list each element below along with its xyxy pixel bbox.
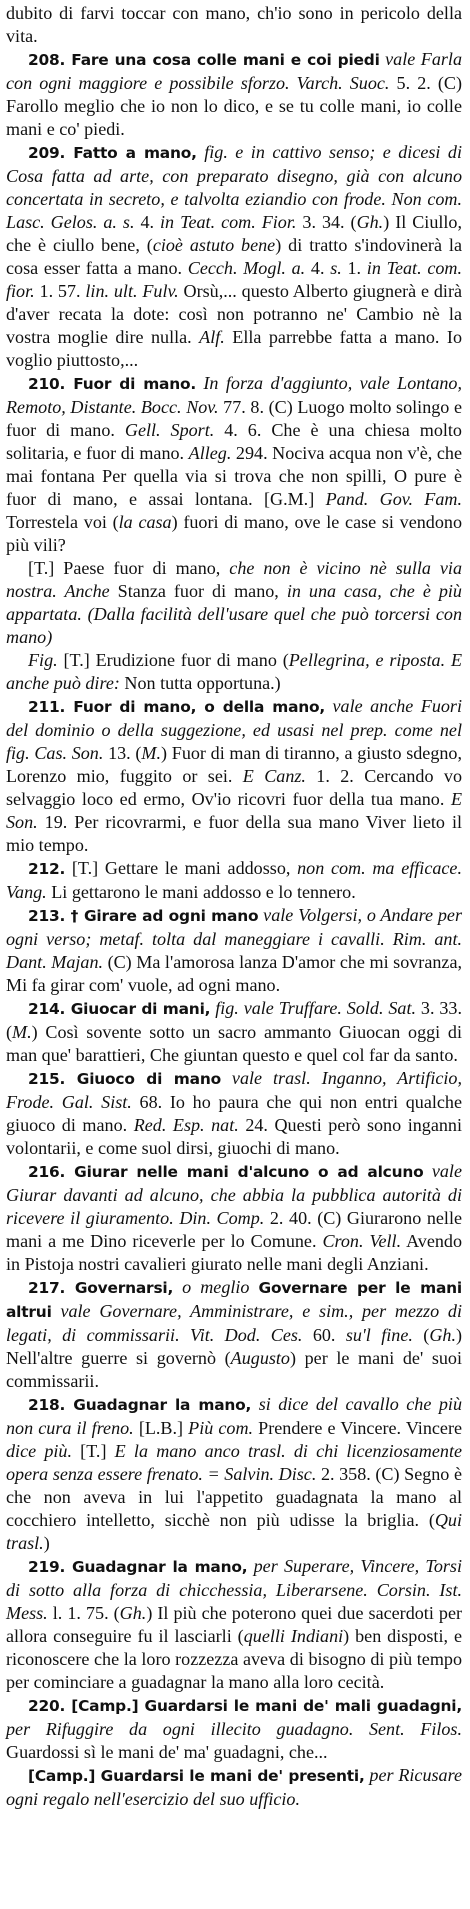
italic-text: Gell. Sport. [124,420,215,440]
body-text: (C) Ma l'amorosa lanza D'amor che mi sovranza, Mi fa girar com' vuole, ad ogni mano. [6,952,462,995]
body-text: 2. 358. (C) Segno è che non aveva in lui l'appetito guadagnata la mano al cocchiero intelletto, sicchè non più udisse la briglia. ( [6,1464,462,1530]
body-text: Orsù,... questo Alberto giugnerà e dirà d'aver recata la dote: così non potranno ne' Cambio nè la vostra moglie dire nulla. [6,281,463,347]
entry-paragraph [6,1393,462,1555]
body-text: [T.] Gettare le mani addosso, [65,858,298,878]
italic-text: Gh. [119,1603,147,1623]
entry-paragraph [6,1276,462,1393]
entry-headword: 215. Giuoco di mano [28,1070,221,1088]
body-text: 77. 8. (C) Luogo molto solingo e fuor di mano. [6,397,462,440]
italic-text: vale trasl. Inganno, Artificio, Frode. Gal. Sist. [6,1068,462,1112]
entry-paragraph [6,141,462,372]
body-text: [T.] Erudizione fuor di mano ( [57,650,289,670]
entry-paragraph [6,904,462,997]
entry-headword: 218. Guadagnar la mano, [28,1396,252,1414]
body-text: Stanza fuor di mano, [109,581,287,601]
italic-text: In forza d'aggiunto, vale Lontano, Remoto, Distante. Bocc. Nov. [6,373,462,417]
body-text: 24. Questi però sono inganni volontarii, e come suol dirsi, giuochi di mano. [6,1115,462,1158]
italic-text: Gh. [429,1325,456,1345]
body-text: 13. ( [103,743,142,763]
body-text: Torrestela voi ( [6,512,119,532]
entry-headword: [Camp.] Guardarsi le mani de' presenti, [28,1767,365,1785]
italic-text: su'l fine. [345,1325,413,1345]
italic-text: fig. vale Truffare. Sold. Sat. [210,998,417,1018]
body-text: 4. [305,258,331,278]
italic-text: per Superare, Vincere, Torsi di sotto alla forza di chicchessia, Liberarsene. Corsin. Ist. Mess. [6,1556,462,1623]
entry-headword: 209. Fatto a mano, [28,144,197,162]
body-text: ) [43,1533,50,1553]
italic-text: Augusto [230,1348,290,1368]
italic-text: si dice del cavallo che più non cura il freno. [6,1394,462,1438]
entry-paragraph [6,2,462,48]
body-text: Guardossi sì le mani de' ma' guadagni, che... [6,1742,328,1762]
italic-text: vale Giurar davanti ad alcuno, che abbia la pubblica autorità di ricevere il giuramento. Din. Comp. [6,1161,462,1228]
body-text: 60. [302,1325,346,1345]
italic-text: s. [330,258,342,278]
entry-headword: 217. Governarsi, [28,1279,174,1297]
body-text: l. 1. 75. ( [47,1603,120,1623]
body-text: ) fuori di mano, ove le case si vendono più vili? [6,512,462,555]
italic-text: Cron. Vell. [322,1231,402,1251]
body-text: 294. Nociva acqua non v'è, che mai fontana Per quella via si trova che non spilli, O pure è fuor di mano, e assai lontana. [G.M.] [6,443,462,509]
italic-text: dice più. [6,1441,72,1461]
entry-headword: 219. Guadagnar la mano, [28,1558,248,1576]
body-text: Avendo in Pistoja nostri cavalieri giurato nelle mani degli Anziani. [6,1231,463,1274]
entry-headword: 212. [28,860,66,878]
body-text: ) Fuor di man di tiranno, a giusto sdegno, Lorenzo mio, fuggito or sei. [6,743,462,786]
entry-headword: 216. Giurar nelle mani d'alcuno o ad alcuno [28,1163,424,1181]
body-text: ) Il Ciullo, che è ciullo bene, ( [6,212,462,255]
body-text: 3. 33. ( [6,998,463,1042]
italic-text: la casa [118,512,172,532]
italic-text: Fig. [28,650,58,670]
body-text: ) ben disposti, e riconoscere che la loro rozzezza aveva di bisogno di più tempo per cominciare a guadagnar la mano alla loro cecità. [6,1626,462,1692]
entry-headword: 210. Fuor di mano. [28,375,197,393]
entry-paragraph [6,48,462,141]
body-text: 5. 2. (C) Farollo meglio che io non lo dico, e se tu colle mani, io colle mani e co' piedi. [6,73,462,139]
body-text: 1. 2. Cercando vo selvaggio loco ed ermo, Ov'io ricovri fuor della tua mano. [6,766,462,809]
italic-text: vale anche Fuori del dominio o della suggezione, ed usasi nel prep. come nel fig. Cas. Son. [6,696,462,763]
body-text: ( [412,1325,430,1345]
italic-text: Cecch. Mogl. a. [187,258,306,278]
italic-text: in Teat. com. fior. [6,258,462,301]
body-text: 3. 34. ( [296,212,357,232]
body-text: [L.B.] [133,1418,189,1438]
body-text: ) di tratto s'indovinerà la cosa esser fatta a mano. [6,235,462,278]
body-text: ) Il più che poterono quei due sacerdoti per allora conseguire fu il lasciarli ( [6,1603,462,1646]
body-text: ) per le mani de' suoi commissarii. [6,1348,462,1391]
italic-text: vale Governare, Amministrare, e sim., per mezzo di legati, di commissarii. Vit. Dod. Ces. [6,1301,462,1345]
entry-headword: 220. [Camp.] Guardarsi le mani de' mali guadagni, [28,1697,462,1715]
italic-text: cioè astuto bene [152,235,276,255]
italic-text: quelli Indiani [243,1626,344,1646]
italic-text: Gh. [356,212,384,232]
body-text: 4. [134,212,161,232]
body-text: Li gettarono le mani addosso e lo tennero. [46,882,356,902]
body-text: 19. Per ricovrarmi, e fuor della sua mano Viver lieto il mio tempo. [6,812,462,855]
entry-headword: 208. Fare una cosa colle mani e coi piedi [28,51,380,69]
entry-paragraph [6,1160,462,1276]
italic-text: E Canz. [242,766,306,786]
body-text: ) Nell'altre guerre si governò ( [6,1325,462,1368]
entry-headword: 213. † Girare ad ogni mano [28,907,259,925]
body-text: Ella parrebbe fatta a mano. Io voglio piuttosto,... [6,327,462,370]
italic-text: E la mano anco trasl. di chi licenziosamente opera senza essere frenato. = Salvin. Disc. [6,1441,462,1484]
italic-text: E Son. [6,789,462,832]
italic-text: vale Farla con ogni maggiore e possibile sforzo. Varch. Suoc. [6,49,462,93]
entry-paragraph [6,649,462,695]
entry-paragraph [6,1555,462,1694]
italic-text: Pand. Gov. Fam. [325,489,462,509]
italic-text: Più com. [188,1418,254,1438]
entry-headword: Governare per le mani altrui [6,1279,462,1321]
italic-text: vale Volgersi, o Andare per ogni verso; metaf. tolta dal maneggiare i cavalli. Rim. ant. Dant. Majan. [6,905,462,972]
body-text: 1. 57. [34,281,86,301]
italic-text: Alleg. [188,443,232,463]
italic-text: M. [12,1022,32,1042]
body-text: [T.] Paese fuor di mano, [28,558,230,578]
italic-text: M. [141,743,162,763]
italic-text: in una casa, che è più appartata. (Dalla facilità dell'usare quel che può torcersi con mano) [6,581,462,647]
italic-text: lin. ult. Fulv. [85,281,179,301]
entry-headword: 214. Giuocar di mani, [28,1000,211,1018]
italic-text: Red. Esp. nat. [133,1115,239,1135]
body-text: dubito di farvi toccar con mano, ch'io sono in pericolo della vita. [6,3,462,46]
italic-text: fig. e in cattivo senso; e dicesi di Cosa fatta ad arte, con preparato disegno, già con alcuno concertata in secreto, e talvolta eziandio con frode. Non com. Lasc. Gelos. a. s. [6,142,462,232]
italic-text: che non è vicino nè sulla via nostra. Anche [6,558,462,601]
entry-paragraph [6,695,462,857]
entry-paragraph [6,557,462,649]
body-text: ) Così sovente sotto un sacro ammanto Giuocan oggi di man que' barattieri, Che giuntan questo e quel col far da santo. [6,1022,462,1065]
italic-text: non com. ma efficace. Vang. [6,858,462,902]
entry-paragraph [6,1764,462,1811]
body-text: 2. 40. (C) Giurarono nelle mani a me Dino riceverle per lo Comune. [6,1208,463,1251]
entry-paragraph [6,857,462,904]
italic-text: Pellegrina, e riposta. E anche può dire: [6,650,463,693]
entry-headword: 211. Fuor di mano, o della mano, [28,698,326,716]
body-text: 68. Io ho paura che qui non entri qualche giuoco di mano. [6,1092,462,1135]
italic-text: o meglio [173,1277,259,1297]
body-text: Prendere e Vincere. Vincere [253,1418,462,1438]
body-text: [T.] [71,1441,115,1461]
italic-text: Qui trasl. [6,1510,462,1553]
body-text: 4. 6. Che è una chiesa molto solitaria, e fuor di mano. [6,420,462,463]
entry-paragraph [6,1694,462,1764]
italic-text: in Teat. com. Fior. [160,212,297,232]
italic-text: per Rifuggire da ogni illecito guadagno. Sent. Filos. [6,1719,462,1739]
body-text: Non tutta opportuna.) [119,673,281,693]
italic-text: Alf. [199,327,225,347]
entry-paragraph [6,1067,462,1160]
italic-text: per Ricusare ogni regalo nell'esercizio del suo ufficio. [6,1765,462,1809]
entry-paragraph [6,372,462,557]
body-text: 1. [341,258,367,278]
entry-paragraph [6,997,462,1067]
